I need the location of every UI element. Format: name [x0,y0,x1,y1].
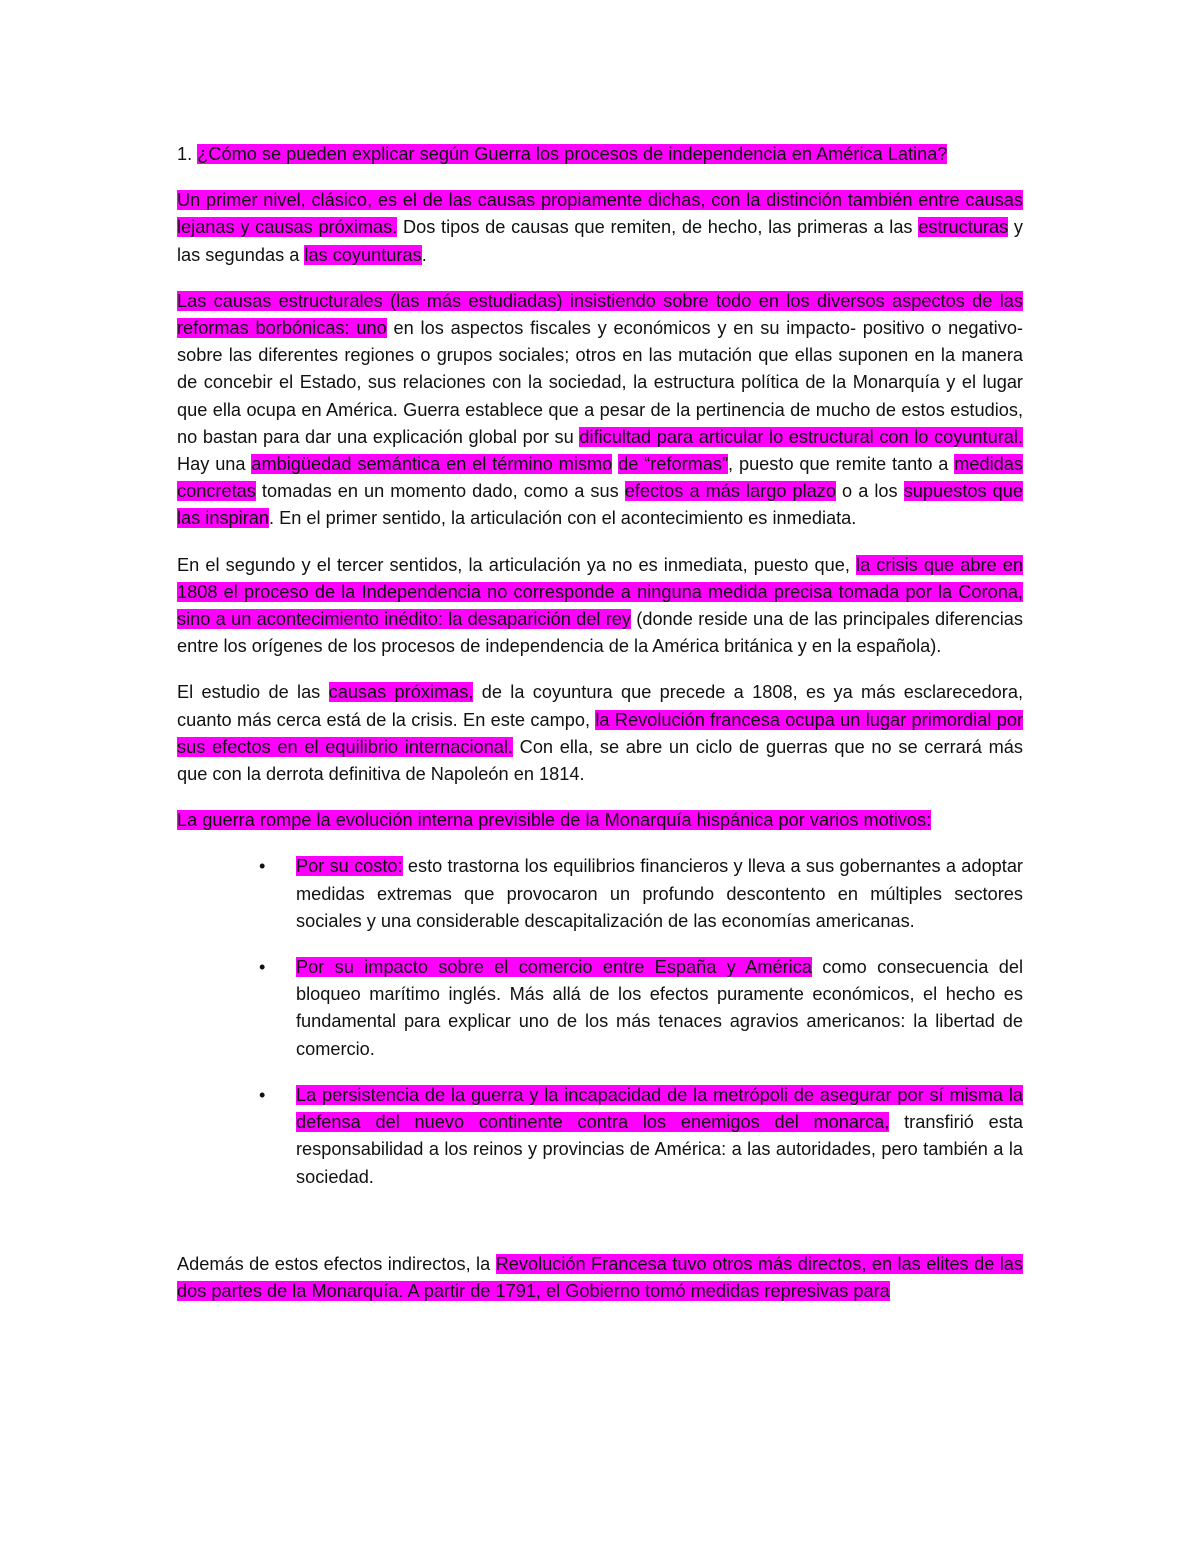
highlight-text: La persistencia de la guerra y la incapacidad de la metrópoli de asegurar por sí misma la defensa del nuevo continente contra los enemigos del monarca, [296,1084,1023,1133]
body-text: (donde reside una de las principales diferencias entre los orígenes de los procesos de independencia de la América británica y en la española). [177,609,1023,657]
spacer [177,1210,1023,1251]
paragraph-segundo-sentido [177,552,1023,661]
body-text: , puesto que remite tanto a [728,454,955,475]
highlight-text: Un primer nivel, clásico, es el de las causas propiamente dichas, con la distinción también entre causas lejanas y causas próximas. [177,190,1023,238]
highlight-text: supuestos que las inspiran [177,481,1023,529]
highlight-text: causas próximas, [328,682,474,703]
highlight-text: las coyunturas [304,244,422,265]
list-item [177,853,1023,935]
highlight-text: la crisis que abre en 1808 el proceso de la Independencia no corresponde a ninguna medida precisa tomada por la Corona, sino a un acontecimiento inédito: la desaparición del rey [177,554,1024,630]
body-text: Además de estos efectos indirectos, la [177,1253,496,1274]
question-paragraph [177,141,1023,168]
highlight-text: Las causas estructurales (las más estudiadas) insistiendo sobre todo en los diversos aspectos de las reformas borbónicas: uno [177,290,1023,339]
body-text: en los aspectos fiscales y económicos y en su impacto- positivo o negativo- sobre las diferentes regiones o grupos sociales; otros en las mutación que ellas suponen en la manera de concebir el Estado, sus relaciones con la sociedad, la estructura política de la Monarquía y el lugar que ella ocupa en América. Guerra establece que a pesar de la pertinencia de mucho de estos estudios, no bastan para dar una explicación global por su [177,318,1023,447]
body-text: El estudio de las [177,682,329,703]
body-text: . En el primer sentido, la articulación con el acontecimiento es inmediata. [269,508,857,529]
paragraph-causas-proximas [177,679,1023,788]
highlight-text: estructuras [918,217,1009,238]
paragraph-causas-estructurales [177,288,1023,533]
body-text: transfirió esta responsabilidad a los reinos y provincias de América: a las autoridades, pero también a la sociedad. [296,1112,1023,1187]
list-item [177,1082,1023,1191]
bullet-icon: • [259,1084,266,1105]
body-text: de la coyuntura que precede a 1808, es ya más esclarecedora, cuanto más cerca está de la crisis. En este campo, [177,682,1024,730]
body-text: o a los [836,481,904,502]
body-text: Hay una [177,454,252,475]
paragraph-efectos-indirectos [177,1251,1023,1305]
body-text: . [421,244,427,265]
document-body [177,141,1023,1324]
highlight-text: Revolución Francesa tuvo otros más directos, en las elites de las dos partes de la Monarquía. A partir de 1791, el Gobierno tomó medidas represivas para [177,1253,1023,1301]
body-text: Dos tipos de causas que remiten, de hecho, las primeras a las [397,217,919,238]
question-number: 1. [177,144,193,164]
body-text: tomadas en un momento dado, como a sus [255,481,625,502]
highlight-text: dificultad para articular lo estructural con lo coyuntural. [579,426,1023,447]
body-text: Con ella, se abre un ciclo de guerras que no se cerrará más que con la derrota definitiva de Napoleón en 1814. [177,736,1024,785]
highlight-text: Por su costo: [296,856,403,877]
body-text: y las segundas a [177,217,1023,265]
motives-list [177,853,1023,1190]
body-text: esto trastorna los equilibrios financieros y lleva a sus gobernantes a adoptar medidas extremas que provocaron un profundo descontento en múltiples sectores sociales y una considerable descapitalización de las economías americanas. [296,856,1023,931]
highlight-text: Por su impacto sobre el comercio entre España y América [296,957,812,978]
highlight-text: medidas concretas [177,454,1023,502]
paragraph-primer-nivel [177,187,1023,269]
question-text: ¿Cómo se pueden explicar según Guerra los procesos de independencia en América Latina? [197,144,948,164]
body-text: como consecuencia del bloqueo marítimo inglés. Más allá de los efectos puramente económicos, el hecho es fundamental para explicar uno de los más tenaces agravios americanos: la libertad de comercio. [296,957,1023,1059]
highlight-text: efectos a más largo plazo [624,481,836,502]
body-text: En el segundo y el tercer sentidos, la articulación ya no es inmediata, puesto que, [177,554,857,575]
bullet-icon: • [259,856,266,877]
highlight-text: ambigüedad semántica en el término mismo [251,454,613,475]
list-item [177,954,1023,1063]
highlight-text: la Revolución francesa ocupa un lugar primordial por sus efectos en el equilibrio internacional. [177,709,1023,757]
paragraph-guerra-rompe [177,807,1023,834]
highlight-text: La guerra rompe la evolución interna previsible de la Monarquía hispánica por varios motivos: [177,810,932,831]
highlight-text: de “reformas” [618,454,729,475]
bullet-icon: • [259,957,266,978]
